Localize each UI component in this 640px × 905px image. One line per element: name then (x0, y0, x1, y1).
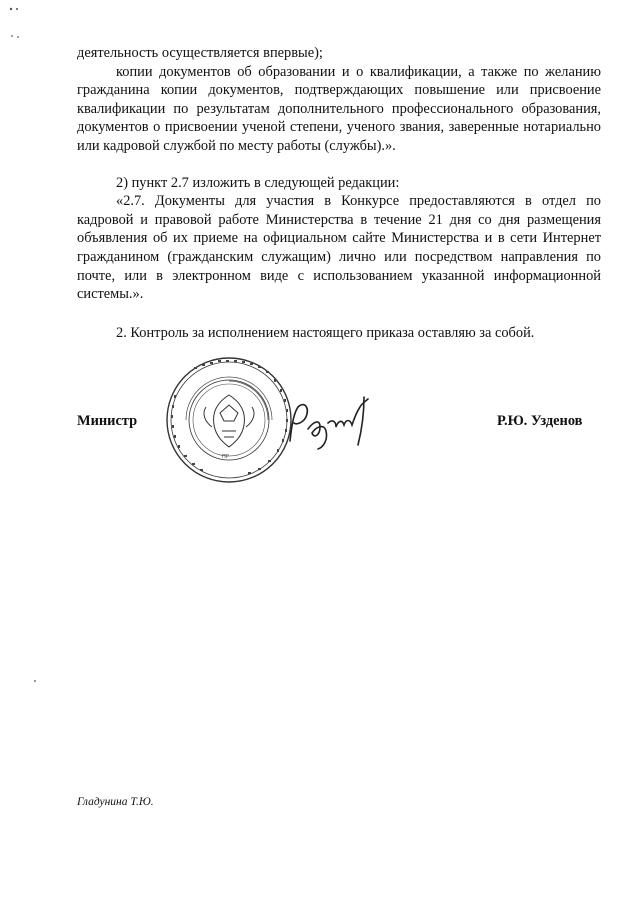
official-seal-icon (164, 355, 294, 485)
executor-name: Гладунина Т.Ю. (77, 796, 154, 808)
handwritten-signature-icon (284, 393, 374, 453)
document-body (77, 44, 601, 342)
svg-text:ПР: ПР (222, 454, 229, 460)
paragraph-item-2: 2) пункт 2.7 изложить в следующей редакции: (116, 174, 400, 191)
signature-block (0, 355, 640, 495)
scan-specks (8, 6, 28, 46)
signer-title: Министр (77, 413, 138, 429)
signer-name: Р.Ю. Узденов (497, 413, 583, 429)
scan-speck (34, 680, 36, 682)
paragraph-clause-2-7: «2.7. Документы для участия в Конкурсе предоставляются в отдел по кадровой и правовой работе Министерства в течение 21 дня со дня размещения объявления об их приеме на официальном сайте Министерства и в сети Интернет гражданином (гражданским служащим) лично или посредством направления по почте, или в электронном виде с использованием указанной информационной системы.». (77, 193, 601, 303)
paragraph-control: 2. Контроль за исполнением настоящего приказа оставляю за собой. (116, 324, 535, 341)
paragraph-continuation: деятельность осуществляется впервые); (77, 45, 323, 61)
paragraph-documents-copies: копии документов об образовании и о квалификации, а также по желанию гражданина копии документов, подтверждающих повышение или присвоение квалификации по результатам дополнительного профессионального образования, документов о присвоении ученой степени, ученого звания, заверенные нотариально или кадровой службой по месту работы (службы).». (77, 63, 601, 154)
